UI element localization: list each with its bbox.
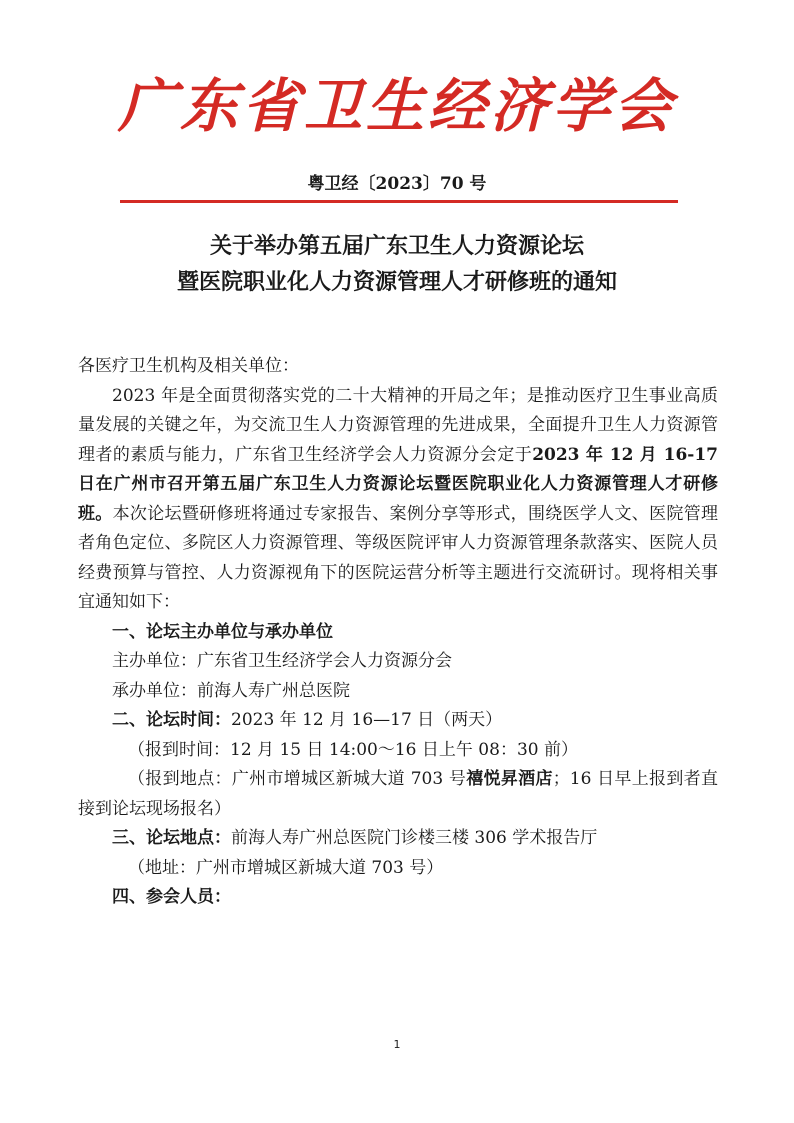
checkin-place-line: （报到地点：广州市增城区新城大道 703 号禧悦昇酒店；16 日早上报到者直接到论坛现场报名） <box>78 769 718 819</box>
address-line: （地址：广州市增城区新城大道 703 号） <box>128 857 444 878</box>
section-2-heading: 二、论坛时间： <box>112 710 231 730</box>
title-line-2: 暨医院职业化人力资源管理人才研修班的通知 <box>176 269 617 295</box>
section-3-value: 前海人寿广州总医院门诊楼三楼 306 学术报告厅 <box>231 828 598 848</box>
intro-bold-text: 2023 年 12 月 16-17 日在广州市召开第五届广东卫生人力资源论坛暨医院职业化人力资源管理人才研修班。 <box>78 444 719 524</box>
red-divider-line <box>120 200 678 203</box>
section-2-value: 2023 年 12 月 16—17 日（两天） <box>231 710 503 730</box>
page-number: 1 <box>393 1038 401 1051</box>
organization-masthead: 广东省卫生经济学会 <box>117 72 676 140</box>
document-body <box>78 352 718 913</box>
section-3-heading: 三、论坛地点： <box>112 828 231 848</box>
host-unit-line: 主办单位：广东省卫生经济学会人力资源分会 <box>112 651 452 671</box>
organizer-unit-line: 承办单位：前海人寿广州总医院 <box>112 680 350 701</box>
checkin-time-line: （报到时间：12 月 15 日 14:00～16 日上午 08：30 前） <box>128 739 578 760</box>
document-number: 粤卫经〔2023〕70 号 <box>307 174 487 194</box>
hotel-name: 禧悦昇酒店 <box>466 769 553 789</box>
section-4-heading: 四、参会人员： <box>112 887 231 907</box>
section-1-heading: 一、论坛主办单位与承办单位 <box>112 621 333 642</box>
section-2-line <box>78 706 718 736</box>
salutation: 各医疗卫生机构及相关单位： <box>78 356 299 376</box>
intro-text-b: 本次论坛暨研修班将通过专家报告、案例分享等形式，围绕医学人文、医院管理者角色定位、多院区人力资源管理、等级医院评审人力资源管理条款落实、医院人员经费预算与管控、人力资源视角下的医院运营分析等主题进行交流研讨。现将相关事宜通知如下： <box>78 503 719 612</box>
title-line-1: 关于举办第五届广东卫生人力资源论坛 <box>209 233 584 259</box>
section-3-line <box>78 824 718 854</box>
intro-text-a: 2023 年是全面贯彻落实党的二十大精神的开局之年；是推动医疗卫生事业高质量发展的关键之年，为交流卫生人力资源管理的先进成果，全面提升卫生人力资源管理者的素质与能力，广东省卫生经济学会人力资源分会定于 <box>78 385 718 465</box>
paragraph-intro <box>78 382 718 618</box>
document-title <box>0 228 794 300</box>
